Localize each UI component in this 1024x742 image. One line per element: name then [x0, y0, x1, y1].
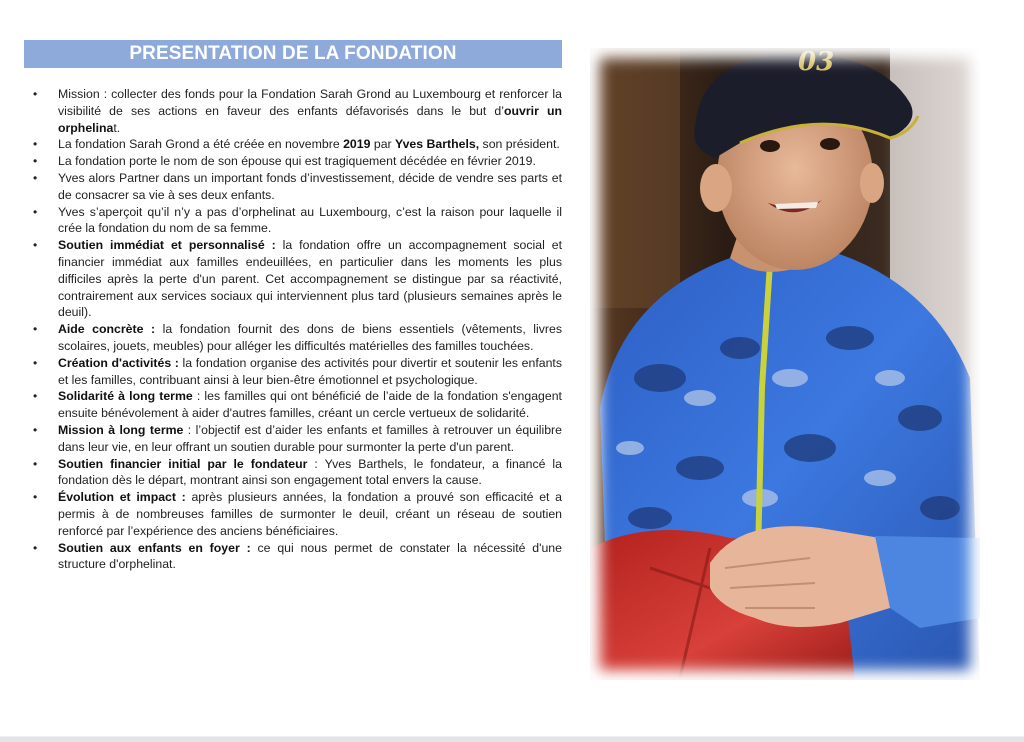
bullet-item	[30, 86, 562, 136]
bullet-bold-text: 2019	[343, 137, 371, 152]
bullet-bold-text: Soutien financier initial par le fondateur	[58, 456, 308, 471]
bullet-bold-text: Mission à long terme	[58, 422, 184, 437]
bullet-icon: •	[33, 204, 38, 219]
bullet-bold-text: Soutien immédiat et personnalisé :	[58, 238, 276, 253]
bullet-item	[30, 237, 562, 321]
bullet-icon: •	[33, 87, 38, 101]
bullet-text: : l’objectif est d’aider les enfants et familles à retrouver un équilibre dans leur vie, en leur offrant un soutien durable pour surmonter la perte d'un parent.	[58, 422, 562, 454]
bullet-icon: •	[33, 490, 38, 505]
bullet-text: t.	[113, 120, 121, 135]
bullet-item	[30, 153, 562, 170]
bullet-text: son président.	[479, 137, 560, 152]
bullet-item	[30, 321, 562, 355]
bullet-item	[30, 456, 562, 490]
photo-illustration	[590, 48, 980, 680]
bullet-text: la fondation offre un accompagnement social et financier immédiat aux familles endeuillées, en particulier dans les moments les plus difficiles après la perte d'un parent. Cet accompagnement se distingue par sa réactivité, contrairement aux services sociaux qui interviennent plus tard (plusieurs semaines après le deuil).	[58, 238, 562, 320]
bullet-text: La fondation porte le nom de son épouse qui est tragiquement décédée en février 2019.	[58, 154, 536, 169]
bullet-item	[30, 204, 562, 238]
bullet-icon: •	[33, 137, 38, 152]
bullet-text: Yves alors Partner dans un important fonds d’investissement, décide de vendre ses parts et de consacrer sa vie à ses deux enfants.	[58, 170, 562, 202]
section-title: PRESENTATION DE LA FONDATION	[24, 40, 562, 68]
child-photo	[590, 48, 980, 680]
bullet-bold-text: Soutien aux enfants en foyer :	[58, 540, 251, 555]
bullet-text: la fondation organise des activités pour divertir et soutenir les enfants et les familles, contribuant ainsi à leur bien-être émotionnel et psychologique.	[58, 355, 562, 387]
bullet-text: la fondation fournit des dons de biens essentiels (vêtements, livres scolaires, jouets, meubles) pour alléger les difficultés matérielles des familles touchées.	[58, 322, 562, 353]
bullet-bold-text: Aide concrète :	[58, 322, 156, 337]
cap-logo-text: 03	[798, 48, 835, 77]
bullet-bold-text: Solidarité à long terme	[58, 389, 193, 404]
bullet-bold-text: Création d'activités :	[58, 355, 179, 370]
bullet-item	[30, 388, 562, 422]
bullet-text: après plusieurs années, la fondation a prouvé son efficacité et a permis à de nombreuses familles de surmonter le deuil, créant un réseau de soutien renforcé par l’expérience des anciens bénéficiaires.	[58, 490, 562, 538]
bullet-icon: •	[33, 389, 38, 404]
bullet-icon: •	[33, 456, 38, 471]
bullet-text: : les familles qui ont bénéficié de l’aide de la fondation s'engagent ensuite bénévolement à aider d'autres familles, créant un cercle vertueux de solidarité.	[58, 389, 562, 421]
bullet-item	[30, 422, 562, 456]
bullet-icon: •	[33, 422, 38, 437]
bullet-text: La fondation Sarah Grond a été créée en novembre	[58, 137, 344, 152]
bullet-text: par	[370, 137, 396, 152]
bullet-text: Mission : collecter des fonds pour la Fondation Sarah Grond au Luxembourg et renforcer la visibilité de ses actions en faveur des enfants défavorisés dans le but d’	[58, 87, 562, 118]
bullet-icon: •	[33, 355, 38, 370]
bullet-bold-text: ouvrir un orphelina	[58, 103, 562, 135]
bullet-text: Yves s’aperçoit qu’il n’y a pas d’orphelinat au Luxembourg, c’est la raison pour laquelle il crée la fondation du nom de sa femme.	[58, 204, 562, 236]
bullet-bold-text: Évolution et impact :	[58, 490, 186, 505]
bullet-item	[30, 136, 562, 153]
bullet-text: ce qui nous permet de constater la nécessité d'une structure d'orphelinat.	[58, 540, 562, 572]
bullet-icon: •	[33, 540, 38, 555]
bullet-icon: •	[33, 322, 38, 337]
bullet-item	[30, 170, 562, 204]
bullet-icon: •	[33, 170, 38, 185]
bullet-bold-text: Yves Barthels,	[395, 137, 480, 152]
bullet-item	[30, 540, 562, 574]
bullet-item	[30, 489, 562, 539]
bullet-item	[30, 355, 562, 389]
page-bottom-edge	[0, 736, 1024, 742]
bullet-icon: •	[33, 154, 38, 169]
bullet-list	[30, 86, 562, 573]
bullet-text: : Yves Barthels, le fondateur, a financé la fondation dès le départ, montrant ainsi son engagement total envers la cause.	[58, 456, 563, 488]
bullet-icon: •	[33, 238, 38, 253]
